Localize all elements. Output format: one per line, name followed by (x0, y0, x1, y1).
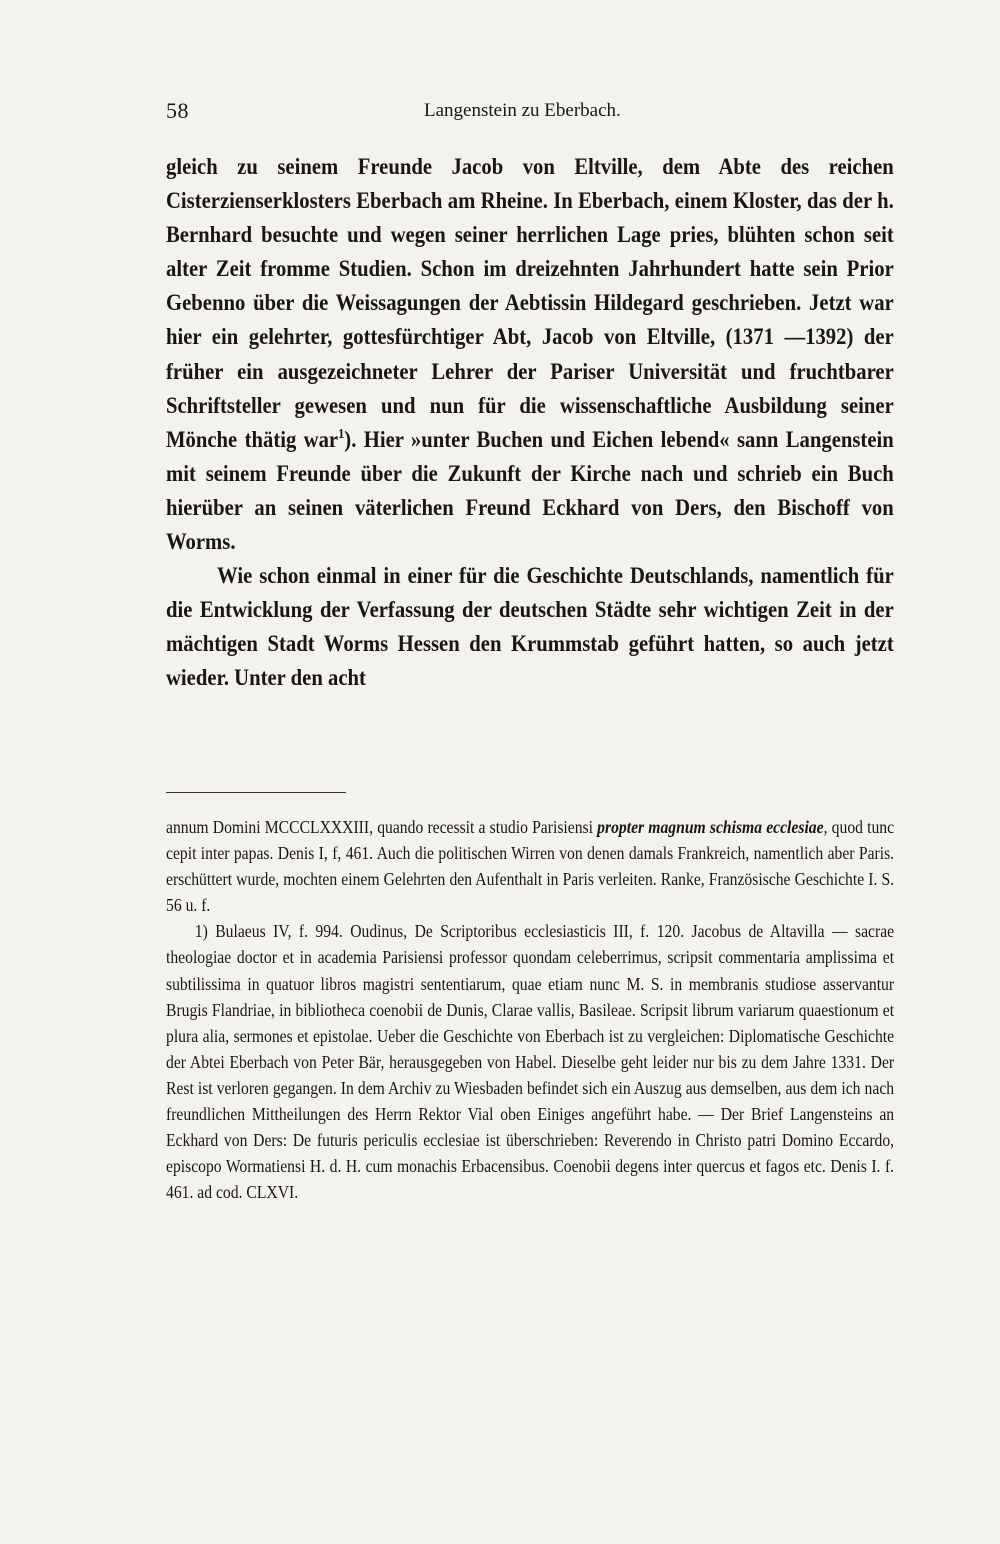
footnote-reference: 1 (338, 425, 345, 442)
paragraph: Wie schon einmal in einer für die Geschichte Deutschlands, namentlich für die Entwicklung der Verfassung der deutschen Städte sehr wichtigen Zeit in der mächtigen Stadt Worms Hessen den Krummstab geführt hatten, so auch jetzt wieder. Unter den acht (166, 563, 894, 692)
footnote-divider (166, 792, 346, 793)
footnote-text: , quod tunc cepit inter papas. Denis I, f, 461. Auch die politischen Wirren von denen damals Frankreich, namentlich aber Paris. erschüttert wurde, mochten einem Gelehrten den Aufenthalt in Paris verleiten. Ranke, Französische Geschichte I. S. 56 u. f. (166, 817, 895, 916)
paragraph-text: gleich zu seinem Freunde Jacob von Eltville, dem Abte des reichen Cisterzienserklosters Eberbach am Rheine. In Eberbach, einem Kloster, das der h. Bernhard besuchte und wegen seiner herrlichen Lage pries, blühten schon seit alter Zeit fromme Studien. Schon im dreizehnten Jahrhundert hatte sein Prior Gebenno über die Weissagungen der Aebtissin Hildegard geschrieben. Jetzt war hier ein gelehrter, gottesfürchtiger Abt, Jacob von Eltville, (1371 —1392) der früher ein ausgezeichneter Lehrer der Pariser Universität und fruchtbarer Schriftsteller gewesen und nun für die wissenschaftliche Ausbildung seiner Mönche thätig war (166, 154, 894, 453)
running-title: Langenstein zu Eberbach. (424, 100, 621, 121)
page-number: 58 (166, 98, 189, 123)
main-text (166, 150, 894, 696)
page-header (166, 98, 894, 130)
footnote-1: 1) Bulaeus IV, f. 994. Oudinus, De Scriptoribus ecclesiasticis III, f. 120. Jacobus de Altavilla — sacrae theologiae doctor et in academia Parisiensi professor quondam celeberrimus, scripsit commentaria amplissima et subtilissima in quatuor libros magistri sententiarum, quae etiam nunc M. S. in membranis studiose asservantur Brugis Flandriae, in bibliotheca coenobii de Dunis, Clarae vallis, Basileae. Scripsit librum variarum quaestionum et plura alia, sermones et epistolae. Ueber die Geschichte von Eberbach ist zu vergleichen: Diplomatische Geschichte der Abtei Eberbach von Peter Bär, herausgegeben von Habel. Dieselbe geht leider nur bis zu dem Jahre 1331. Der Rest ist verloren gegangen. In dem Archiv zu Wiesbaden befindet sich ein Auszug aus demselben, aus dem ich nach freundlichen Mittheilungen des Herrn Rektor Vial oben Einiges angeführt habe. — Der Brief Langensteins an Eckhard von Ders: De futuris periculis ecclesiae ist überschrieben: Reverendo in Christo patri Domino Eccardo, episcopo Wormatiensi H. d. H. cum monachis Erbacensibus. Coenobii degens inter quercus et fagos etc. Denis I. f. 461. ad cod. CLXVI. (166, 921, 895, 1203)
footnote-text: annum Domini MCCCLXXXIII, quando recessit a studio Parisiensi (166, 817, 593, 837)
footnote-continuation (166, 814, 894, 918)
footnote-italic-text: propter magnum schisma ecclesiae (597, 817, 824, 837)
paragraph (166, 150, 894, 559)
paragraph-text: ). Hier »unter Buchen und Eichen lebend« sann Langenstein mit seinem Freunde über die Zukunft der Kirche nach und schrieb ein Buch hierüber an seinen väterlichen Freund Eckhard von Ders, den Bischoff von Worms. (166, 426, 894, 556)
footnotes (166, 814, 894, 1205)
